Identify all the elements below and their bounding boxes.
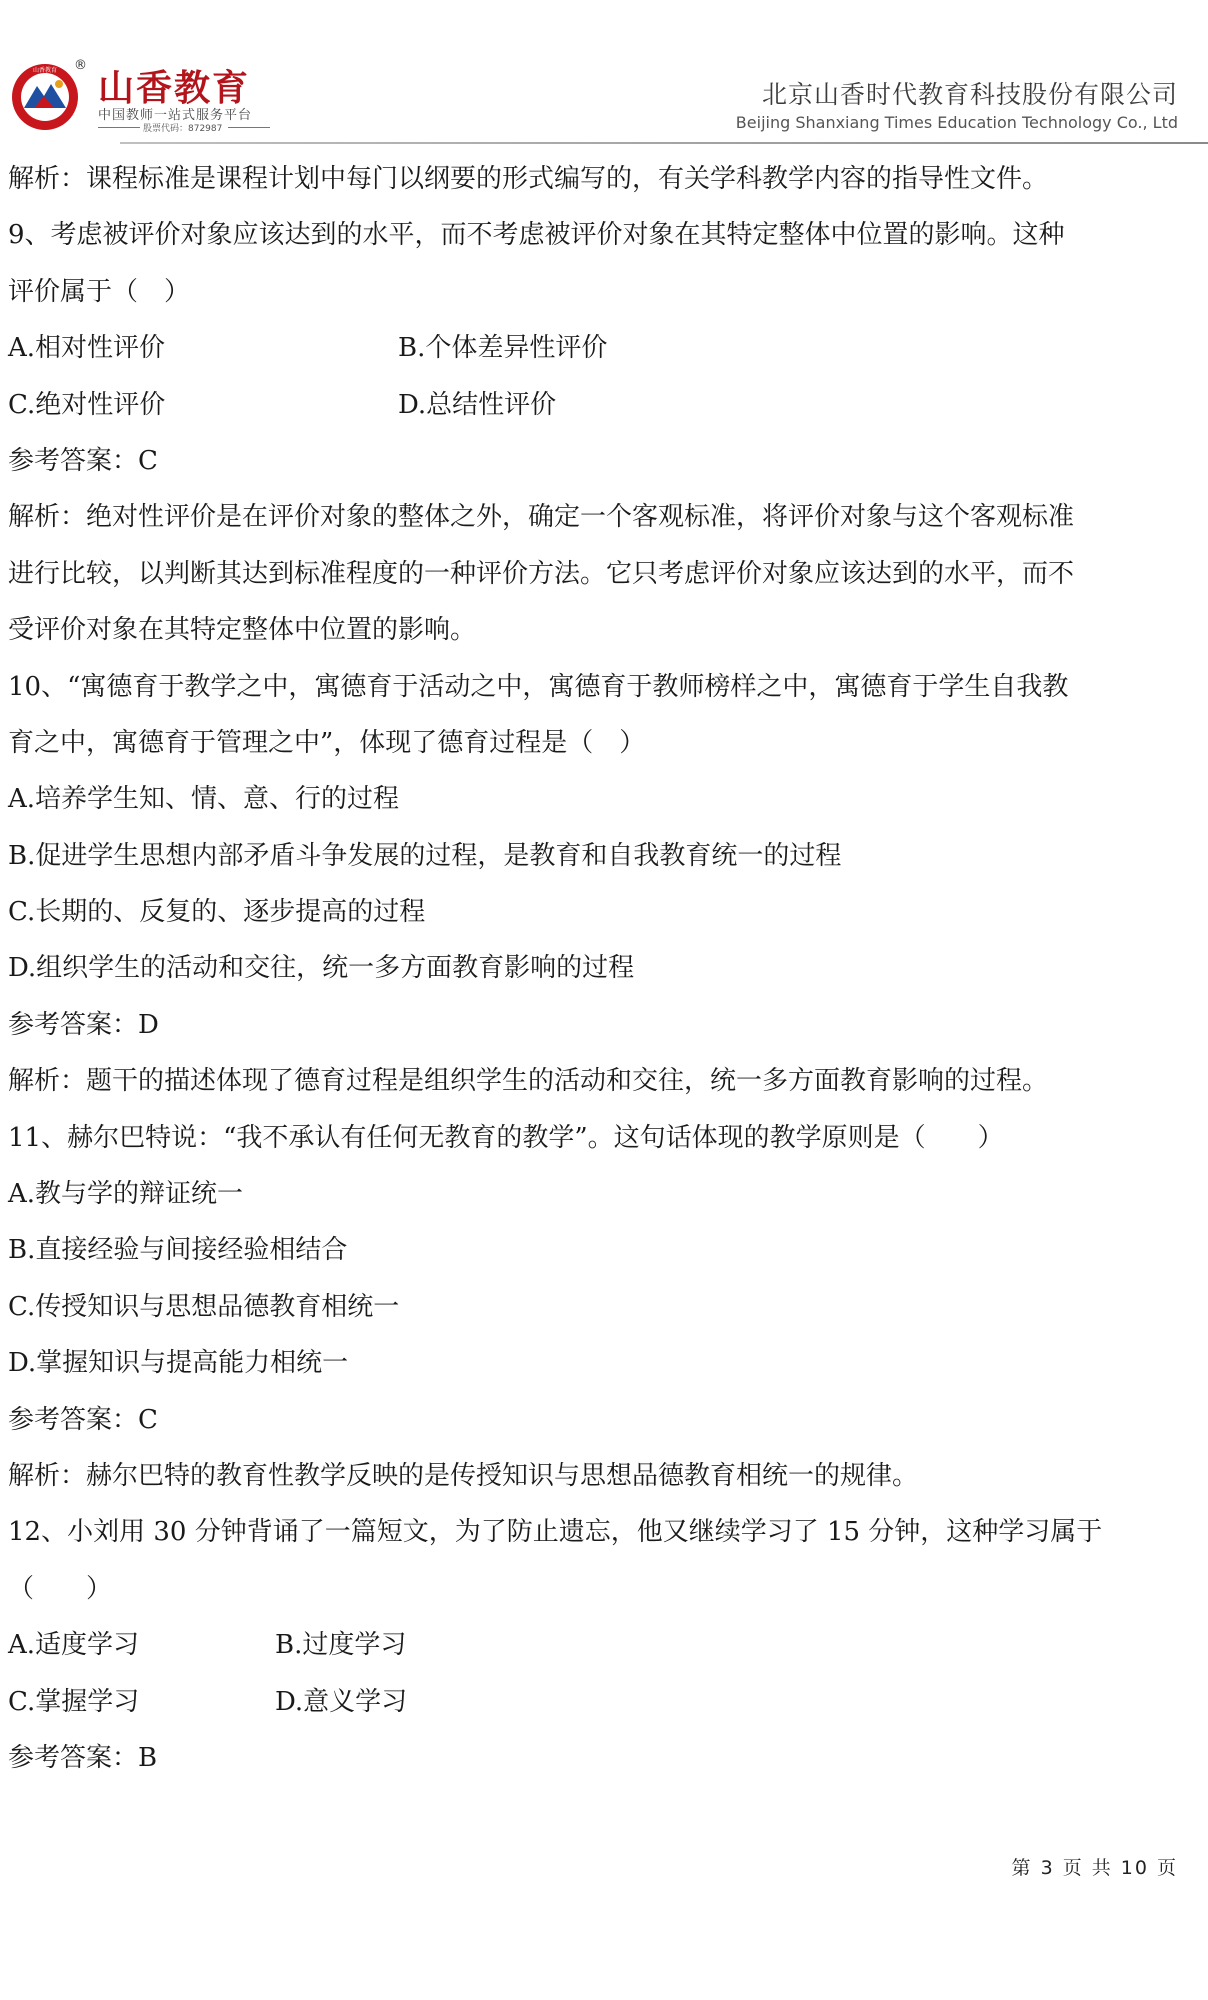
q12-option-b: B.过度学习 bbox=[275, 1630, 407, 1661]
q9-option-d: D.总结性评价 bbox=[398, 389, 557, 420]
q9-option-b: B.个体差异性评价 bbox=[398, 333, 608, 364]
q10-answer: 参考答案：D bbox=[8, 1009, 159, 1040]
q9-option-c: C.绝对性评价 bbox=[8, 389, 166, 420]
q9-analysis-line3: 受评价对象在其特定整体中位置的影响。 bbox=[8, 615, 477, 646]
q10-option-a: A.培养学生知、情、意、行的过程 bbox=[8, 784, 400, 815]
q11-option-c: C.传授知识与思想品德教育相统一 bbox=[8, 1291, 400, 1322]
q10-stem-line2: 育之中，寓德育于管理之中”，体现了德育过程是（ ） bbox=[8, 727, 646, 758]
q9-options-row2 bbox=[8, 377, 1180, 433]
q12-stem-line2: （ ） bbox=[8, 1573, 113, 1604]
q12-option-a: A.适度学习 bbox=[8, 1630, 140, 1661]
divider bbox=[228, 127, 270, 128]
q9-analysis-line1: 解析：绝对性评价是在评价对象的整体之外，确定一个客观标准，将评价对象与这个客观标准 bbox=[8, 502, 1075, 533]
q9-stem-line1: 9、考虑被评价对象应该达到的水平，而不考虑被评价对象在其特定整体中位置的影响。这种 bbox=[8, 220, 1065, 251]
q9-answer: 参考答案：C bbox=[8, 445, 158, 476]
divider bbox=[98, 127, 140, 128]
brand-name: 山香教育 bbox=[98, 68, 251, 109]
q11-answer: 参考答案：C bbox=[8, 1404, 158, 1435]
q12-stem-line1: 12、小刘用 30 分钟背诵了一篇短文，为了防止遗忘，他又继续学习了 15 分钟，这种学习属于 bbox=[8, 1517, 1103, 1548]
q9-option-a: A.相对性评价 bbox=[8, 333, 166, 364]
q10-stem-line1: 10、“寓德育于教学之中，寓德育于活动之中，寓德育于教师榜样之中，寓德育于学生自我教 bbox=[8, 671, 1069, 702]
page-header bbox=[0, 0, 1208, 145]
q10-option-b: B.促进学生思想内部矛盾斗争发展的过程，是教育和自我教育统一的过程 bbox=[8, 840, 842, 871]
shanxiang-logo-icon bbox=[10, 62, 80, 132]
q11-option-b: B.直接经验与间接经验相结合 bbox=[8, 1235, 348, 1266]
q10-option-c: C.长期的、反复的、逐步提高的过程 bbox=[8, 897, 426, 928]
q12-options-row1 bbox=[8, 1617, 1180, 1673]
header-divider bbox=[120, 142, 1208, 144]
q11-analysis: 解析：赫尔巴特的教育性教学反映的是传授知识与思想品德教育相统一的规律。 bbox=[8, 1460, 919, 1491]
registered-mark: ® bbox=[74, 58, 87, 73]
q12-option-d: D.意义学习 bbox=[275, 1686, 408, 1717]
q9-stem-line2: 评价属于（ ） bbox=[8, 276, 191, 307]
stock-code: 股票代码：872987 bbox=[143, 124, 223, 134]
brand-subtitle: 中国教师一站式服务平台 bbox=[98, 108, 253, 123]
q11-option-d: D.掌握知识与提高能力相统一 bbox=[8, 1348, 349, 1379]
page-number: 第 3 页 共 10 页 bbox=[1011, 1857, 1178, 1879]
q11-option-a: A.教与学的辩证统一 bbox=[8, 1179, 244, 1210]
brand-code-row bbox=[98, 121, 270, 133]
q11-stem: 11、赫尔巴特说：“我不承认有任何无教育的教学”。这句话体现的教学原则是（ ） bbox=[8, 1122, 1004, 1153]
logo-text: 山香教育 bbox=[32, 67, 58, 74]
company-name-en: Beijing Shanxiang Times Education Technology Co., Ltd bbox=[735, 113, 1178, 132]
q10-analysis: 解析：题干的描述体现了德育过程是组织学生的活动和交往，统一多方面教育影响的过程。 bbox=[8, 1066, 1049, 1097]
q12-option-c: C.掌握学习 bbox=[8, 1686, 140, 1717]
q12-answer: 参考答案：B bbox=[8, 1742, 158, 1773]
q9-options-row1 bbox=[8, 320, 1180, 376]
prev-analysis: 解析：课程标准是课程计划中每门以纲要的形式编写的，有关学科教学内容的指导性文件。 bbox=[8, 164, 1049, 194]
q12-options-row2 bbox=[8, 1674, 1180, 1730]
document-body bbox=[8, 151, 1180, 1786]
q10-option-d: D.组织学生的活动和交往，统一多方面教育影响的过程 bbox=[8, 953, 635, 984]
q9-analysis-line2: 进行比较，以判断其达到标准程度的一种评价方法。它只考虑评价对象应该达到的水平，而不 bbox=[8, 558, 1075, 589]
company-name-cn: 北京山香时代教育科技股份有限公司 bbox=[761, 80, 1178, 109]
